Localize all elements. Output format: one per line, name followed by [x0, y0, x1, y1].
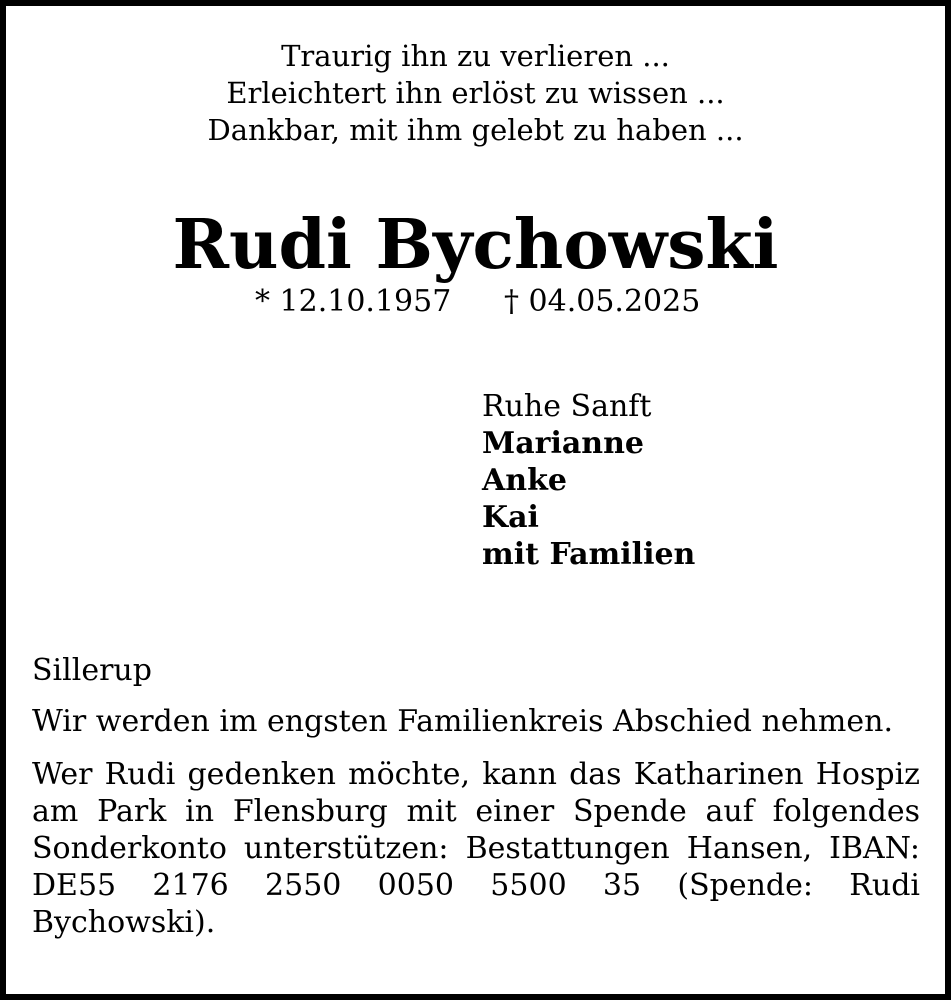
mourner-name: mit Familien — [482, 537, 696, 572]
mourners-intro: Ruhe Sanft — [482, 389, 652, 424]
verse-line: Dankbar, mit ihm gelebt zu haben ... — [207, 113, 744, 147]
mourner-name: Kai — [482, 500, 539, 535]
deceased-name: Rudi Bychowski — [172, 205, 779, 285]
mourner-name: Anke — [482, 463, 567, 498]
memorial-verse — [0, 38, 951, 149]
life-dates — [0, 282, 951, 322]
place-name: Sillerup — [32, 653, 152, 688]
farewell-note: Wir werden im engsten Familienkreis Abschied nehmen. — [32, 704, 893, 739]
verse-line: Erleichtert ihn erlöst zu wissen ... — [226, 76, 725, 110]
death-date: † 04.05.2025 — [504, 284, 701, 319]
birth-date: * 12.10.1957 — [255, 284, 452, 319]
mourners-block — [482, 388, 695, 573]
donation-note: Wer Rudi gedenken möchte, kann das Katharinen Hospiz am Park in Flensburg mit einer Spende auf folgendes Sonderkonto unterstützen: Bestattungen Hansen, IBAN: DE55 2176 2550 0050 5500 35 (Spende: Rudi Bychowski). — [32, 757, 920, 940]
verse-line: Traurig ihn zu verlieren ... — [281, 39, 670, 73]
mourner-name: Marianne — [482, 426, 644, 461]
